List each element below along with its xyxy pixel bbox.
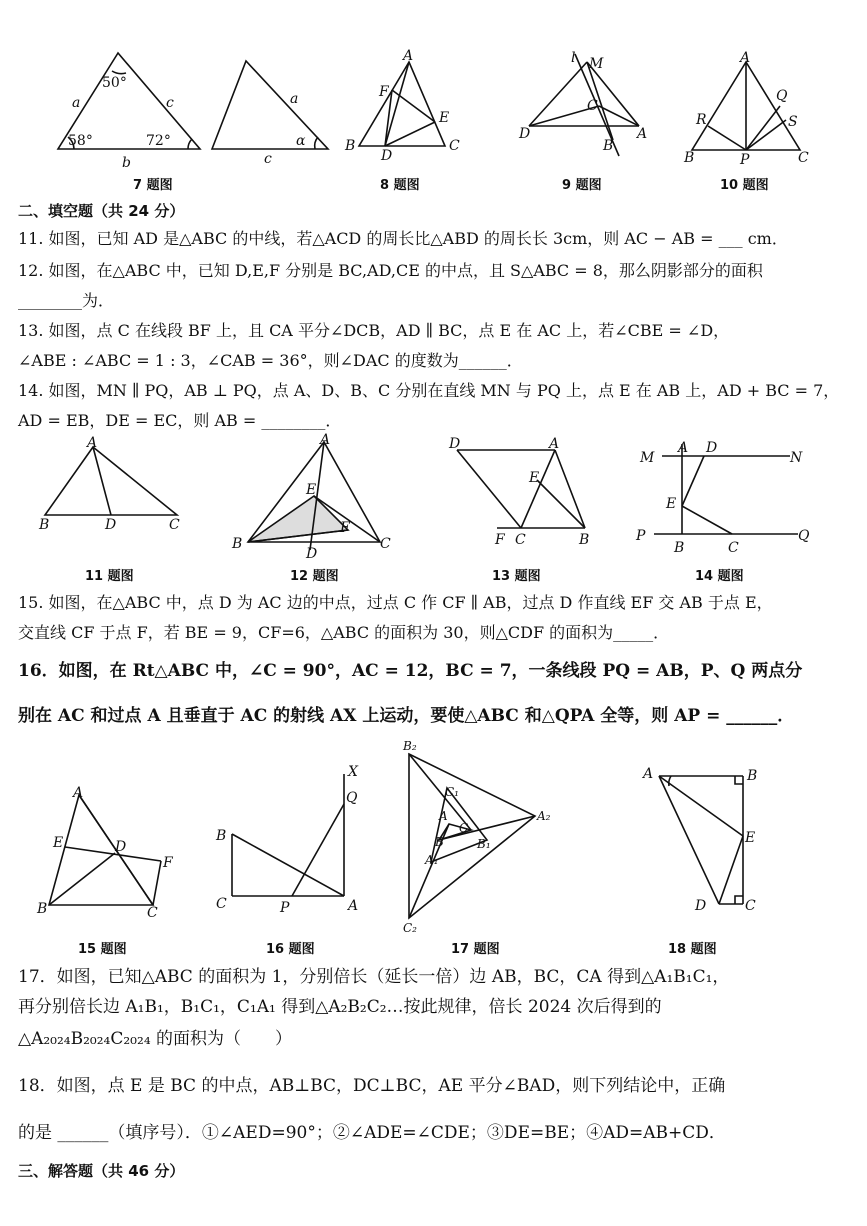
f10-label: A — [740, 50, 751, 66]
f7-label: a — [72, 95, 81, 111]
f17-label: A — [439, 809, 448, 823]
figure-9 — [515, 48, 655, 167]
f15-label: E — [53, 835, 64, 851]
figure-13-svg — [445, 432, 600, 547]
f17-label: B₁ — [477, 837, 491, 851]
f7-label: 58° — [68, 133, 93, 149]
figure-16-svg — [210, 760, 370, 920]
figure-12 — [228, 432, 403, 566]
f15-label: C — [147, 905, 158, 921]
f8-label: B — [345, 138, 356, 154]
question-16-line2: 别在 AC 和过点 A 且垂直于 AC 的射线 AX 上运动，要使△ABC 和△QPA 全等，则 AP = ______． — [18, 706, 795, 726]
f10-label: C — [798, 150, 809, 166]
f14-label: N — [790, 450, 803, 466]
figure-11 — [35, 435, 195, 539]
f16-label: B — [216, 828, 227, 844]
caption-9: 9 题图 — [562, 178, 602, 193]
caption-17: 17 题图 — [451, 942, 500, 957]
f13-label: E — [529, 470, 540, 486]
f16-label: C — [216, 896, 227, 912]
f7-label: c — [264, 151, 272, 167]
f8-label: A — [403, 48, 414, 64]
caption-16: 16 题图 — [266, 942, 315, 957]
f14-label: M — [640, 450, 655, 466]
f12-label: C — [380, 536, 391, 552]
figure-15-svg — [35, 785, 180, 920]
f11-label: D — [105, 517, 117, 533]
figure-8-svg — [345, 48, 470, 164]
question-16-line1: 16．如图，在 Rt△ABC 中，∠C = 90°，AC = 12，BC = 7，一条线段 PQ = AB，P、Q 两点分 — [18, 661, 803, 681]
f10-label: R — [696, 112, 707, 128]
f18-label: B — [747, 768, 758, 784]
f13-label: F — [495, 532, 505, 548]
f7-label: c — [166, 95, 174, 111]
caption-8: 8 题图 — [380, 178, 420, 193]
question-11: 11. 如图，已知 AD 是△ABC 的中线，若△ACD 的周长比△ABD 的周长长 3cm，则 AC − AB = ___ cm． — [18, 229, 788, 248]
f16-label: Q — [346, 790, 358, 806]
f12-label: F — [340, 520, 350, 536]
f7-label: b — [122, 155, 131, 171]
f8-label: F — [379, 84, 389, 100]
f10-label: Q — [776, 88, 788, 104]
caption-12: 12 题图 — [290, 569, 339, 584]
question-17-line2: 再分别倍长边 A₁B₁，B₁C₁，C₁A₁ 得到△A₂B₂C₂…按此规律，倍长 2024 次后得到的 — [18, 997, 662, 1017]
f17-label: B₂ — [403, 739, 417, 753]
f13-label: B — [579, 532, 590, 548]
question-17-line1: 17．如图，已知△ABC 的面积为 1，分别倍长（延长一倍）边 AB，BC，CA 得到△A₁B₁C₁， — [18, 967, 730, 987]
f17-label: C₂ — [403, 921, 417, 935]
figure-10-svg — [680, 50, 815, 168]
f14-label: D — [706, 440, 718, 456]
question-15-line2: 交直线 CF 于点 F，若 BE = 9，CF=6，△ABC 的面积为 30，则△CDF 的面积为_____． — [18, 623, 670, 642]
f11-label: A — [87, 435, 98, 451]
caption-11: 11 题图 — [85, 569, 134, 584]
f7-label: α — [296, 133, 306, 149]
f10-label: P — [740, 152, 750, 168]
figure-9-svg — [515, 48, 655, 163]
question-18-line2: 的是 ______（填序号）．①∠AED=90°；②∠ADE=∠CDE；③DE=BE；④AD=AB+CD． — [18, 1123, 726, 1143]
f9-label: D — [519, 126, 531, 142]
f15-label: A — [73, 785, 84, 801]
f7-label: a — [290, 91, 299, 107]
f9-label: l — [571, 50, 576, 66]
question-12-line2: ________为． — [18, 291, 115, 310]
figure-8 — [345, 50, 470, 164]
caption-7: 7 题图 — [133, 178, 173, 193]
f10-label: S — [788, 114, 798, 130]
figure-18 — [635, 760, 770, 924]
section-solve: 三、解答题（共 46 分） — [18, 1162, 185, 1180]
f15-label: F — [163, 855, 173, 871]
figure-17 — [395, 740, 560, 939]
f9-label: B — [603, 138, 614, 154]
f7-label: 72° — [146, 133, 171, 149]
f18-label: A — [643, 766, 654, 782]
f16-label: P — [280, 900, 290, 916]
f12-label: E — [306, 482, 317, 498]
f12-label: B — [232, 536, 243, 552]
figure-14 — [632, 432, 817, 561]
question-14-line1: 14. 如图，MN ∥ PQ，AB ⊥ PQ，点 A、D、B、C 分别在直线 MN 与 PQ 上，点 E 在 AB 上，AD + BC = 7， — [18, 381, 840, 400]
caption-15: 15 题图 — [78, 942, 127, 957]
f17-label: B — [435, 835, 444, 849]
f14-label: P — [636, 528, 646, 544]
f14-label: E — [666, 496, 677, 512]
figure-10 — [680, 50, 815, 169]
caption-18: 18 题图 — [668, 942, 717, 957]
caption-14: 14 题图 — [695, 569, 744, 584]
f8-label: D — [381, 148, 393, 164]
f7-label: 50° — [102, 75, 127, 91]
caption-13: 13 题图 — [492, 569, 541, 584]
f17-label: A₂ — [537, 809, 551, 823]
f16-label: X — [348, 764, 358, 780]
figure-7-svg — [50, 45, 306, 171]
figure-15 — [35, 785, 180, 924]
question-13-line2: ∠ABE : ∠ABC = 1 : 3，∠CAB = 36°，则∠DAC 的度数为______． — [18, 351, 523, 370]
f13-label: D — [449, 436, 461, 452]
section-fill-in: 二、填空题（共 24 分） — [18, 202, 185, 220]
f11-label: B — [39, 517, 50, 533]
f15-label: B — [37, 901, 48, 917]
f14-label: A — [678, 440, 689, 456]
f12-label: A — [320, 432, 331, 448]
f15-label: D — [115, 839, 127, 855]
f17-label: A₁ — [425, 853, 439, 867]
f8-label: E — [439, 110, 450, 126]
question-13-line1: 13. 如图，点 C 在线段 BF 上，且 CA 平分∠DCB，AD ∥ BC，点 E 在 AC 上，若∠CBE = ∠D， — [18, 321, 730, 340]
figure-18-svg — [635, 760, 770, 920]
question-15-line1: 15. 如图，在△ABC 中，点 D 为 AC 边的中点，过点 C 作 CF ∥ AB，过点 D 作直线 EF 交 AB 于点 E， — [18, 593, 773, 612]
f12-label: D — [306, 546, 318, 562]
f10-label: B — [684, 150, 695, 166]
f14-label: Q — [798, 528, 810, 544]
caption-10: 10 题图 — [720, 178, 769, 193]
f18-label: D — [695, 898, 707, 914]
f18-label: E — [745, 830, 756, 846]
f11-label: C — [169, 517, 180, 533]
question-17-line3: △A₂₀₂₄B₂₀₂₄C₂₀₂₄ 的面积为（ ） — [18, 1029, 293, 1049]
figure-13 — [445, 432, 600, 551]
f14-label: C — [728, 540, 739, 556]
figure-11-svg — [35, 435, 195, 535]
f17-label: C₁ — [445, 785, 459, 799]
f17-label: C — [459, 821, 469, 835]
f13-label: A — [549, 436, 560, 452]
f16-label: A — [348, 898, 359, 914]
f14-label: B — [674, 540, 685, 556]
f9-label: A — [637, 126, 648, 142]
f13-label: C — [515, 532, 526, 548]
figure-16 — [210, 760, 370, 924]
question-18-line1: 18．如图，点 E 是 BC 的中点，AB⊥BC，DC⊥BC，AE 平分∠BAD，则下列结论中，正确 — [18, 1076, 726, 1096]
figure-17-svg — [395, 740, 560, 935]
f9-label: M — [589, 56, 604, 72]
f18-label: C — [745, 898, 756, 914]
question-12-line1: 12. 如图，在△ABC 中，已知 D,E,F 分别是 BC,AD,CE 的中点，且 S△ABC = 8，那么阴影部分的面积 — [18, 261, 763, 280]
figure-12-svg — [228, 432, 403, 562]
figure-7 — [50, 45, 306, 174]
question-14-line2: AD = EB，DE = EC，则 AB = ________． — [18, 411, 342, 430]
figure-14-svg — [632, 432, 817, 557]
f9-label: C — [587, 98, 598, 114]
f8-label: C — [449, 138, 460, 154]
